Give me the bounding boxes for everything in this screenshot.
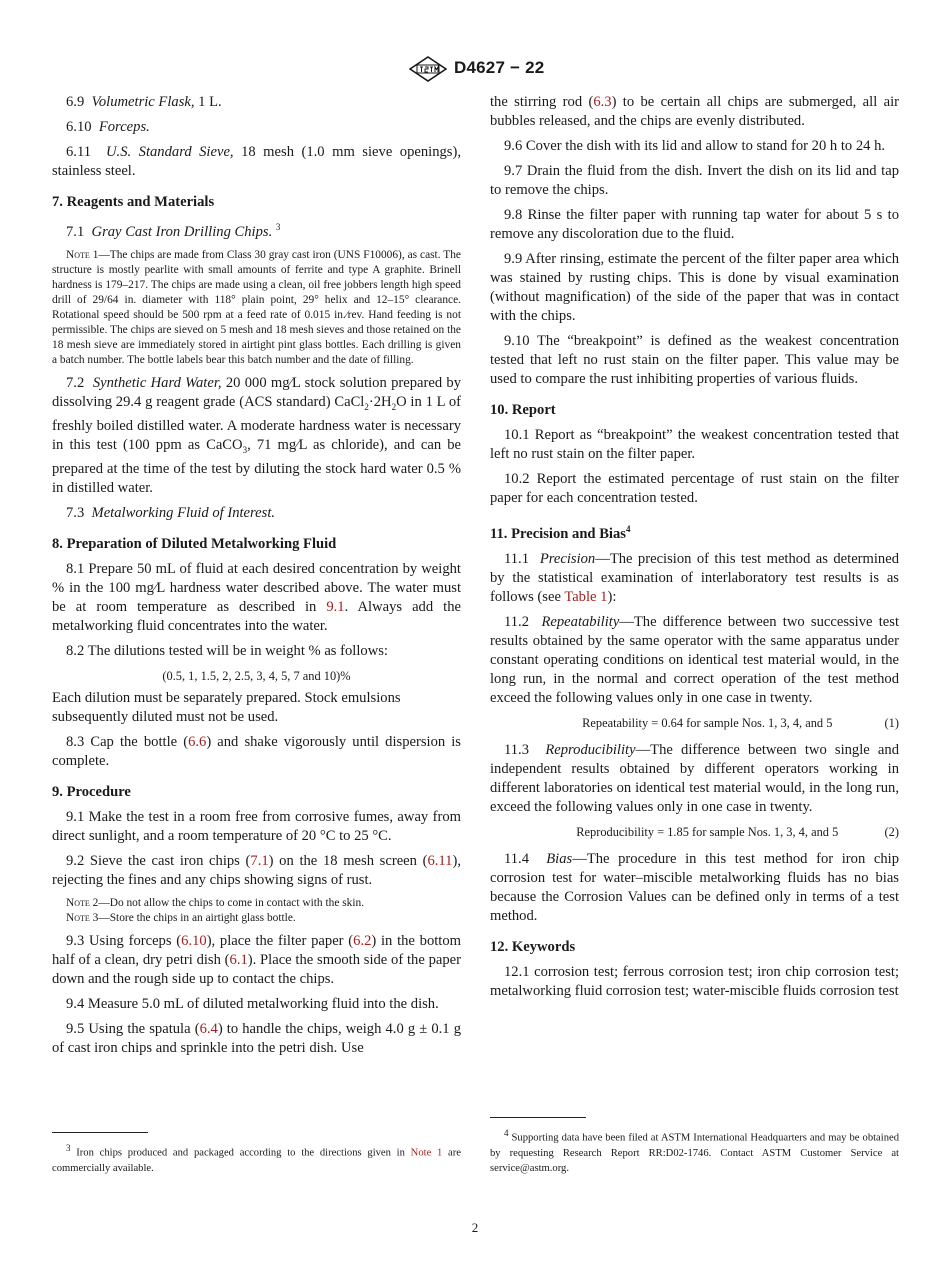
section-9-8: 9.8 Rinse the filter paper with running tap water for about 5 s to remove any discoloration due to the fluid.	[490, 207, 899, 242]
equation-1: Repeatability = 0.64 for sample Nos. 1, 3, 4, and 5 (1)	[490, 714, 899, 733]
heading-9: 9. Procedure	[52, 783, 131, 800]
section-6-10: 6.10 Forceps.	[66, 119, 150, 135]
note-1: Note 1—The chips are made from Class 30 gray cast iron (UNS F10006), as cast. The structure is mostly pearlite with small amounts of ferrite and type A graphite. Brinell hardness is 179–217. The chips are made using a clean, oil free jobbers length high speed drill of 29/64 in. diameter with 118° plain point, 29° helix and 12–15° clearance. Rotational speed should be 500 rpm at a feed rate of 0.015 in.⁄rev. Hand feeding is not permissible. The chips are sieved on 5 mesh and 18 mesh sieves and those retained on the 18 mesh sieve are immediately stored in airtight pint glass bottles. Each drilling is given a batch number. The bottle labels bear this batch number and the date of filling.	[52, 248, 461, 366]
link-6-6[interactable]: 6.6	[188, 733, 207, 750]
heading-8: 8. Preparation of Diluted Metalworking Fluid	[52, 535, 337, 552]
link-6-2[interactable]: 6.2	[353, 932, 372, 949]
footnote-ref-3[interactable]: 3	[275, 222, 281, 232]
link-6-3[interactable]: 6.3	[593, 94, 612, 110]
page-header	[0, 56, 950, 82]
astm-logo-icon	[409, 56, 447, 82]
section-8-2: 8.2 The dilutions tested will be in weight % as follows:	[66, 642, 388, 659]
section-6-11: 6.11 U.S. Standard Sieve, 18 mesh (1.0 mm sieve openings), stainless steel.	[52, 144, 461, 179]
section-7-3: 7.3 Metalworking Fluid of Interest.	[66, 504, 276, 521]
section-9-2: 9.2 Sieve the cast iron chips (7.1) on the 18 mesh screen (6.11), rejecting the fines and any chips showing signs of rust.	[52, 852, 461, 888]
heading-12: 12. Keywords	[490, 938, 576, 955]
document-designation: D4627 − 22	[454, 58, 545, 77]
link-note-1[interactable]: Note 1	[410, 1147, 443, 1159]
heading-10: 10. Report	[490, 402, 556, 418]
link-6-1[interactable]: 6.1	[229, 951, 248, 968]
section-9-1: 9.1 Make the test in a room free from corrosive fumes, away from direct sunlight, and a room temperature of 20 °C to 25 °C.	[52, 808, 461, 844]
dilution-note: Each dilution must be separately prepared. Stock emulsions subsequently diluted must not be used.	[52, 689, 401, 725]
heading-7: 7. Reagents and Materials	[52, 194, 215, 210]
section-10-1: 10.1 Report as “breakpoint” the weakest concentration tested that left no rust stain on the filter paper.	[490, 427, 899, 462]
section-6-9: 6.9 Volumetric Flask, 1 L.	[66, 94, 222, 110]
footnote-rule-right	[490, 1117, 586, 1118]
link-6-11[interactable]: 6.11	[427, 852, 453, 869]
heading-11: 11. Precision and Bias$^4$	[490, 524, 631, 542]
section-9-6: 9.6 Cover the dish with its lid and allow to stand for 20 h to 24 h.	[504, 138, 886, 154]
note-2: Note 2—Do not allow the chips to come in contact with the skin.	[66, 896, 365, 909]
link-9-1[interactable]: 9.1	[326, 598, 345, 615]
section-7-1: 7.1 Gray Cast Iron Drilling Chips. $^3$	[66, 222, 281, 240]
left-column	[52, 93, 461, 1064]
footnote-ref-4[interactable]: 4	[625, 524, 631, 534]
dilution-list: (0.5, 1, 1.5, 2, 2.5, 3, 4, 5, 7 and 10)%	[162, 668, 351, 683]
section-12-1: 12.1 corrosion test; ferrous corrosion test; iron chip corrosion test; metalworking fluid corrosion test; water-miscible fluids corrosion test	[490, 963, 899, 999]
equation-number: (1)	[884, 715, 899, 730]
section-10-2: 10.2 Report the estimated percentage of rust stain on the filter paper for each concentration tested.	[490, 471, 899, 506]
footnote-3: $^3$ Iron chips produced and packaged according to the directions given in Note 1 are commercially available.	[52, 1143, 461, 1174]
equation-2: Reproducibility = 1.85 for sample Nos. 1, 3, 4, and 5 (2)	[490, 823, 899, 842]
section-11-3: 11.3 Reproducibility—The difference between two single and independent results obtained by different operators working in different laboratories on identical test material would, in the long run, exceed the following values only in one case in twenty.	[490, 741, 899, 815]
section-11-4: 11.4 Bias—The procedure in this test method for iron chip corrosion test for water–miscible metalworking fluids has no bias because the Corrosion Values can be defined only in terms of a test method.	[490, 850, 900, 924]
section-9-3: 9.3 Using forceps (6.10), place the filter paper (6.2) in the bottom half of a clean, dry petri dish (6.1). Place the smooth side of the paper down and the rough side up to contact the chips.	[52, 932, 461, 987]
right-column	[490, 93, 899, 1007]
link-6-4[interactable]: 6.4	[199, 1020, 218, 1037]
link-6-10[interactable]: 6.10	[181, 932, 207, 949]
link-7-1[interactable]: 7.1	[250, 852, 269, 869]
page-number: 2	[471, 1220, 479, 1235]
link-table-1[interactable]: Table 1	[564, 588, 608, 605]
section-9-5-continued: the stirring rod (6.3) to be certain all chips are submerged, all air bubbles released, and the chips are evenly distributed.	[490, 94, 899, 129]
section-8-3: 8.3 Cap the bottle (6.6) and shake vigorously until dispersion is complete.	[52, 733, 461, 769]
footnote-4: $^4$ Supporting data have been filed at ASTM International Headquarters and may be obtained by requesting Research Report RR:D02-1746. Contact ASTM Customer Service at service@astm.org.	[490, 1128, 899, 1174]
section-9-4: 9.4 Measure 5.0 mL of diluted metalworking fluid into the dish.	[66, 995, 439, 1012]
section-8-1: 8.1 Prepare 50 mL of fluid at each desired concentration by weight % in the 100 mg⁄L hardness water described above. The water must be at room temperature as described in 9.1. Always add the metalworking fluid concentrates into the water.	[52, 560, 461, 634]
section-9-10: 9.10 The “breakpoint” is defined as the weakest concentration tested that left no rust stain on the filter paper. This value may be used to compare the rust inhibiting properties of various fluids.	[490, 333, 899, 387]
section-9-5: 9.5 Using the spatula (6.4) to handle the chips, weigh 4.0 g ± 0.1 g of cast iron chips and sprinkle into the petri dish. Use	[52, 1020, 461, 1056]
section-11-2: 11.2 Repeatability—The difference between two successive test results obtained by the same operator with the same apparatus under constant operating conditions on identical test material would, in the long run, in the normal and correct operation of the test method exceed the following values only in one case in twenty.	[490, 613, 900, 706]
section-7-2: 7.2 Synthetic Hard Water, 20 000 mg⁄L stock solution prepared by dissolving 29.4 g reagent grade (ACS standard) $CaCl_2\cdot 2H_2O$ in 1 L of freshly boiled distilled water. A moderate hardness water is necessary in this test (100 ppm as CaCO$_3$, 71 mg⁄L as chloride), and can be prepared at the time of the test by diluting the stock hard water 0.5 % in distilled water.	[52, 374, 462, 496]
section-11-1: 11.1 Precision—The precision of this test method as determined by the statistical examination of interlaboratory test results is as follows (see Table 1):	[490, 550, 900, 605]
footnote-rule-left	[52, 1132, 148, 1133]
section-9-9: 9.9 After rinsing, estimate the percent of the filter paper area which was stained by rusting chips. This is done by visual examination (without magnification) of the side of the paper that was in contact with the chips.	[490, 251, 899, 324]
section-9-7: 9.7 Drain the fluid from the dish. Invert the dish on its lid and tap to remove the chips.	[490, 163, 899, 198]
equation-number: (2)	[884, 824, 899, 839]
note-3: Note 3—Store the chips in an airtight glass bottle.	[66, 911, 296, 924]
